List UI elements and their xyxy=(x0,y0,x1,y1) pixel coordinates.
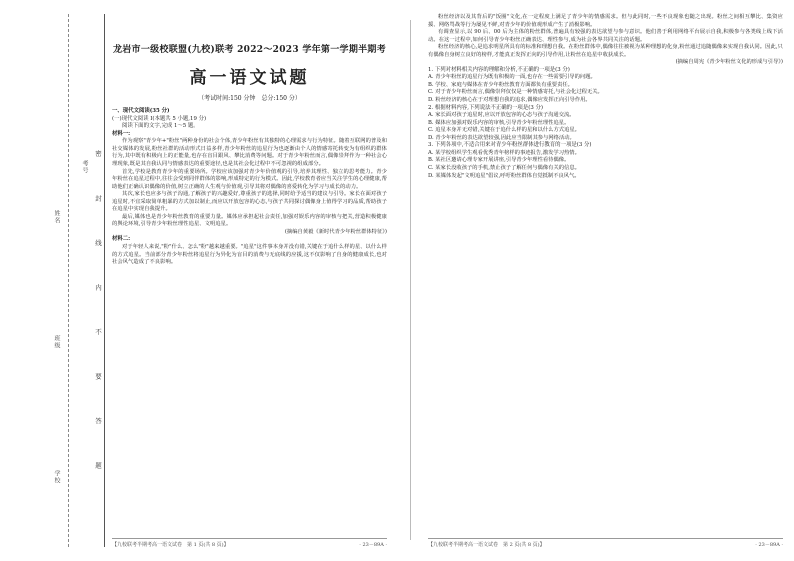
question-3-option-c: C. 某家长没收孩子的手机,禁止孩子了解任何与偶像有关的信息。 xyxy=(428,165,580,172)
question-2-option-a: A. 家长面对孩子追星时,应以开放包容的心态与孩子沟通交流。 xyxy=(428,112,575,119)
question-3-option-b: B. 某社区邀请心理专家开展讲座,引导青少年理性看待偶像。 xyxy=(428,157,570,164)
paragraph: 其次,家长也应多与孩子沟通,了解孩子的兴趣爱好,尊重孩子的选择,同时给予适当的建议与引导。家长在面对孩子追星时,不宜采取简单粗暴的方式加以制止,而应以开放包容的心态,与孩子共同探讨偶像身上值得学习的品质,帮助孩子在追星中实现自我提升。 xyxy=(112,191,387,213)
seal-line-text: 密 封 线 内 不 要 答 题 xyxy=(94,150,102,487)
margin-label-class: 班级 xyxy=(53,335,60,349)
page-footer xyxy=(112,538,387,548)
footer-page-label: 【九校联考半期考高一语文试卷 第 1 页(共 8 页)】 xyxy=(112,542,229,548)
footer-code: · 23－89A · xyxy=(359,542,387,548)
instruction: 阅读下面的文字,完成 1～5 题。 xyxy=(122,123,199,130)
paragraph: 粉丝经济以及其背后的"饭圈"文化,在一定程度上满足了青少年的情感需求。但与此同时,一些不良现象也随之出现。粉丝之间相互攀比、集资应援、网络骂战等行为屡见不鲜,对青少年的价值观形成产生了消极影响。 xyxy=(428,14,783,28)
page-one xyxy=(112,0,387,561)
question-3-option-a: A. 某学校组织学生观看优秀青年榜样的事迹报告,激发学习热情。 xyxy=(428,149,580,156)
footer-page-label: 【九校联考半期考高一语文试卷 第 2 页(共 8 页)】 xyxy=(428,542,545,548)
question-2-option-c: C. 追星本身并无对错,关键在于追什么样的星和以什么方式追星。 xyxy=(428,127,580,134)
source-citation: (摘编自周宪《青少年粉丝文化的形成与引导》) xyxy=(675,59,783,66)
question-3: 3. 下列各项中,不适合用来对青少年粉丝群体进行教育的一项是(3 分) xyxy=(428,142,592,149)
question-3-option-d: D. 某媒体发起"文明追星"倡议,呼吁粉丝群体自觉抵制不良风气。 xyxy=(428,172,580,179)
subsection-heading: (一)现代文阅读 I(本题共 5 小题,19 分) xyxy=(112,115,207,122)
seal-line xyxy=(104,14,105,547)
question-1-option-c: C. 对于青少年粉丝而言,偶像崇拜仅仅是一种情感寄托,与社会化过程无关。 xyxy=(428,89,603,96)
margin-label-name: 姓名 xyxy=(53,210,60,224)
paragraph: 有调查显示,以 90 后、00 后为主体的粉丝群体,普遍具有较强的表达欲望与参与意识。他们善于利用网络平台展示自我,积极参与各类线上线下活动。在这一过程中,如何引导青少年粉丝正确表达、理性参与,成为社会各界共同关注的话题。 xyxy=(428,29,783,43)
question-1: 1. 下列对材料相关内容的理解和分析,不正确的一项是(3 分) xyxy=(428,66,570,73)
source-citation: (摘编自黄毅《新时代青少年粉丝群体特征》) xyxy=(284,228,387,235)
footer-code: · 23－89A · xyxy=(755,542,783,548)
binding-margin xyxy=(0,0,100,561)
paragraph: 作为观察"青少年+"粉丝"两种身份的社会个体,青少年粉丝有其独特的心理需求与行为特征。随着互联网的普及和社交媒体的发展,粉丝社群的活动形式日益多样,青少年粉丝的追星行为也逐渐由个人的情感寄托转变为有组织的群体行为,其中既有积极向上的正能量,也存在盲目跟风、攀比消费等问题。对于青少年粉丝而言,偶像崇拜作为一种社会心理现象,既是其自我认同与情感表达的重要途径,也是其社会化过程中不可忽视的组成部分。 xyxy=(112,138,387,168)
paragraph: 对于年轻人来说,"粉"什么、怎么"粉"越来越重要。"追星"这件事本身并没有错,关键在于追什么样的星、以什么样的方式追星。当前部分青少年粉丝将追星行为异化为盲目的消费与无底线的应援,这不仅影响了自身的健康成长,也对社会风气造成了不良影响。 xyxy=(112,244,387,266)
exam-info: （考试时间:150 分钟 总分:150 分） xyxy=(198,95,301,102)
margin-label-exam-number: 考号 xyxy=(81,160,88,174)
exam-title: 龙岩市一级校联盟(九校)联考 2022～2023 学年第一学期半期考 xyxy=(112,45,387,55)
question-2-option-b: B. 媒体应加强对娱乐内容的审核,引导青少年粉丝理性追星。 xyxy=(428,119,570,126)
margin-fill-line xyxy=(68,14,69,547)
material-one-label: 材料一: xyxy=(112,130,131,137)
section-heading: 一、现代文阅读(35 分) xyxy=(112,108,170,114)
question-2: 2. 根据材料内容,下列说法不正确的一项是(3 分) xyxy=(428,104,543,111)
question-1-option-a: A. 青少年粉丝的追星行为既有积极的一面,也存在一些需要引导的问题。 xyxy=(428,74,596,81)
paragraph: 最后,媒体也是青少年粉丝教育的重要力量。媒体应承担起社会责任,加强对娱乐内容的审核与把关,营造积极健康的舆论环境,引导青少年粉丝理性追星、文明追星。 xyxy=(112,213,387,228)
subject-title: 高一语文试题 xyxy=(189,68,310,88)
question-2-option-d: D. 青少年粉丝的表达欲望较强,因此应当限制其参与网络活动。 xyxy=(428,134,575,141)
margin-label-school: 学校 xyxy=(53,470,60,484)
paragraph: 首先,学校是教育青少年的重要场所。学校应该加强对青少年价值观的引导,培养其理性、独立的思考能力。青少年粉丝在追星过程中,往往会受到同伴群体的影响,形成特定的行为模式。因此,学校教育者应当关注学生的心理健康,帮助他们正确认识偶像的价值,树立正确的人生观与价值观,引导其将对偶像的喜爱转化为学习与成长的动力。 xyxy=(112,168,387,190)
page-divider xyxy=(410,20,411,540)
question-1-option-b: B. 学校、家庭与媒体在青少年粉丝教育方面都负有重要责任。 xyxy=(428,81,573,88)
material-two-label: 材料二: xyxy=(112,236,131,243)
paragraph: 粉丝经济的核心,是追求明星所具有的标准和理想自我。在粉丝群体中,偶像往往被视为某种理想的化身,粉丝通过追随偶像来实现自我认同。因此,只有偶像自身树立良好的榜样,才能真正发挥正向的引导作用,让粉丝在追星中收获成长。 xyxy=(428,44,783,58)
page-footer xyxy=(428,538,783,548)
page-two xyxy=(428,0,783,561)
question-1-option-d: D. 粉丝经济的核心在于对理想自我的追求,偶像应发挥正向引导作用。 xyxy=(428,97,591,104)
